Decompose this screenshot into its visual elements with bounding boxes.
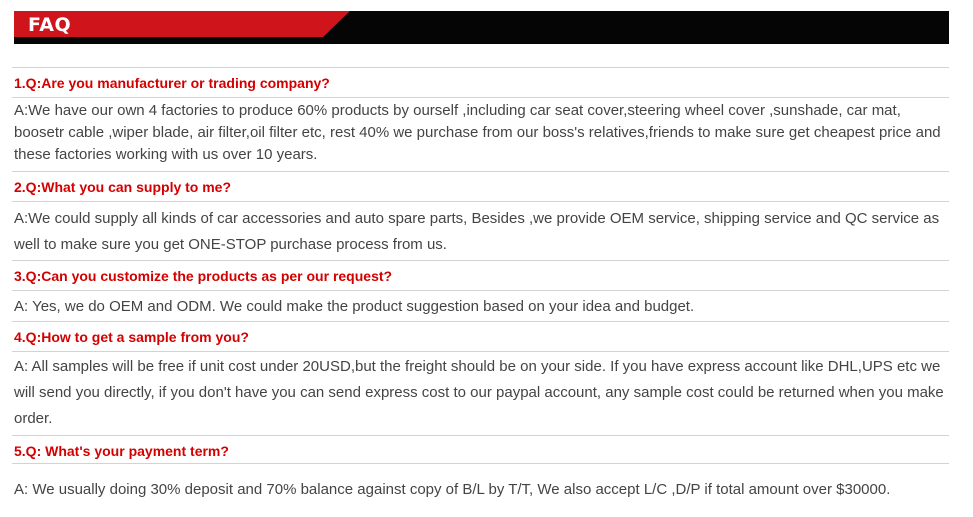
faq-answer-row (12, 352, 949, 436)
faq-question-4: 4.Q:How to get a sample from you? (14, 329, 249, 345)
faq-question-row (12, 68, 949, 98)
faq-answer-1: A:We have our own 4 factories to produce 60% products by ourself ,including car seat cover,steering wheel cover ,sunshade, car mat, boosetr cable ,wiper blade, air filter,oil filter etc, rest 40% we purchase from our boss's relatives,friends to make sure get cheapest price and these factories working with us over 10 years. (14, 102, 941, 163)
faq-question-row (12, 322, 949, 352)
faq-question-row (12, 172, 949, 202)
faq-title: FAQ (28, 14, 72, 36)
faq-question-3: 3.Q:Can you customize the products as per our request? (14, 268, 393, 284)
faq-answer-row (12, 202, 949, 261)
faq-question-2: 2.Q:What you can supply to me? (14, 179, 232, 195)
faq-answer-row (12, 464, 949, 517)
faq-answer-4: A: All samples will be free if unit cost under 20USD,but the freight should be on your side. If you have express account like DHL,UPS etc we will send you directly, if you don't have you can send express cost to our paypal account, any sample cost could be returned when you make order. (14, 358, 944, 427)
faq-header-bar (14, 11, 949, 44)
faq-answer-2: A:We could supply all kinds of car accessories and auto spare parts, Besides ,we provide OEM service, shipping service and QC service as well to make sure you get ONE-STOP purchase process from us. (14, 210, 940, 253)
faq-question-row (12, 436, 949, 464)
faq-question-5: 5.Q: What's your payment term? (14, 443, 229, 459)
faq-list (12, 67, 949, 517)
faq-answer-row (12, 98, 949, 172)
faq-answer-3: A: Yes, we do OEM and ODM. We could make the product suggestion based on your idea and budget. (14, 298, 695, 315)
faq-answer-5: A: We usually doing 30% deposit and 70% balance against copy of B/L by T/T, We also accept L/C ,D/P if total amount over $30000. (14, 481, 891, 498)
faq-question-1: 1.Q:Are you manufacturer or trading company? (14, 75, 330, 91)
faq-answer-row (12, 291, 949, 322)
faq-question-row (12, 261, 949, 291)
